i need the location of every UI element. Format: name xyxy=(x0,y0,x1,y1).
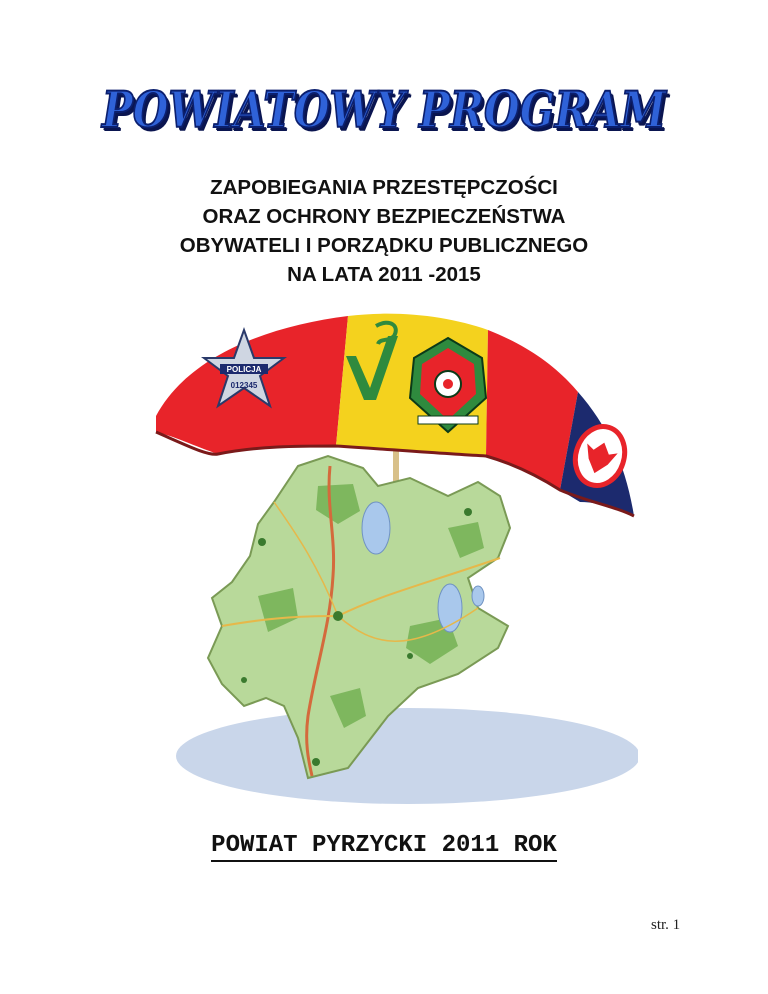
lake xyxy=(362,502,390,554)
footer-caption-text: POWIAT PYRZYCKI 2011 ROK xyxy=(211,832,557,862)
town-marker xyxy=(312,758,320,766)
subtitle-line-3: OBYWATELI I PORZĄDKU PUBLICZNEGO xyxy=(179,234,589,257)
town-marker xyxy=(407,653,413,659)
lake xyxy=(472,586,484,606)
subtitle-line-2: ORAZ OCHRONY BEZPIECZEŃSTWA xyxy=(202,205,566,228)
footer-caption xyxy=(0,832,768,859)
town-marker xyxy=(464,508,472,516)
map-shadow-ellipse xyxy=(176,708,638,804)
town-marker xyxy=(241,677,247,683)
umbrella-map-illustration xyxy=(148,296,638,826)
police-badge-number: 012345 xyxy=(230,381,258,390)
town-marker xyxy=(333,611,343,621)
subtitle-line-1: ZAPOBIEGANIA PRZESTĘPCZOŚCI xyxy=(210,176,558,199)
umbrella-panel-red-right xyxy=(486,330,578,490)
document-title: POWIATOWY PROGRAM xyxy=(101,80,667,139)
police-badge-label: POLICJA xyxy=(226,365,262,374)
subtitle-line-4: NA LATA 2011 -2015 xyxy=(287,263,481,286)
document-subtitle xyxy=(84,173,684,289)
town-marker xyxy=(258,538,266,546)
page-number: str. 1 xyxy=(651,917,681,933)
